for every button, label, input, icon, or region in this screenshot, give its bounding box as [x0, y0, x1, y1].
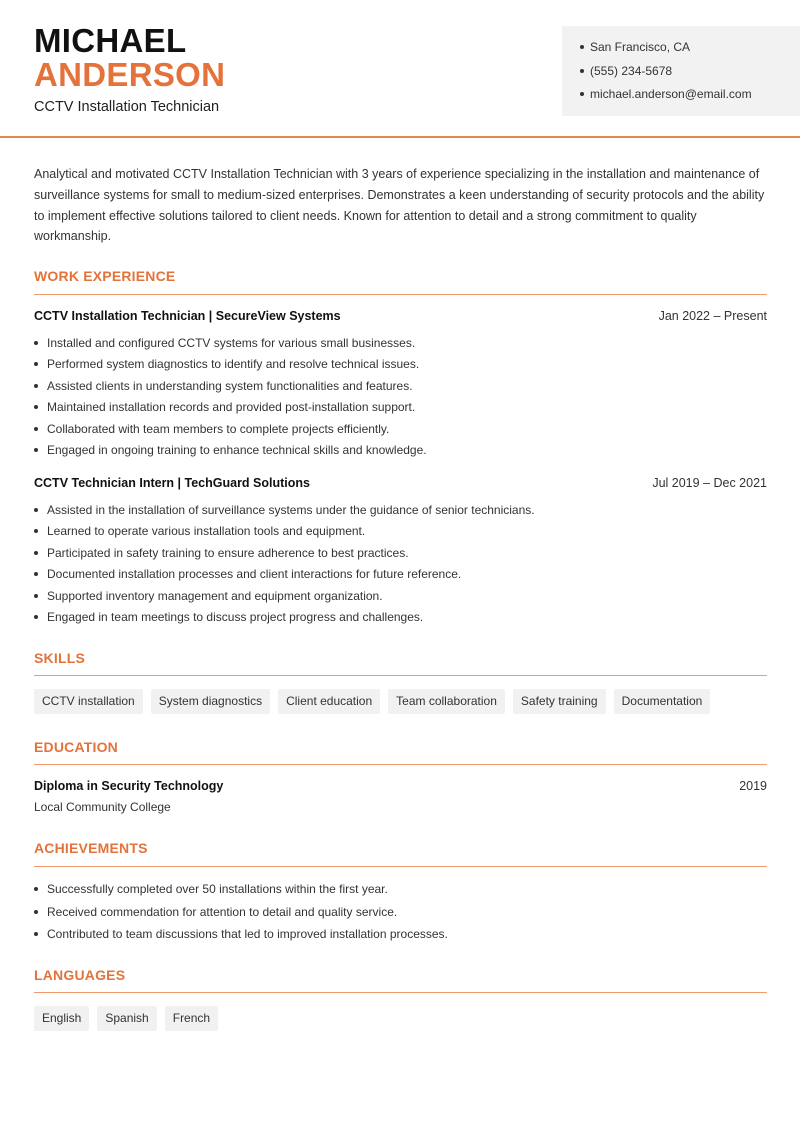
list-item: [34, 609, 767, 630]
job-header: [34, 476, 767, 490]
job-title: CCTV Installation Technician: [34, 99, 220, 115]
bullet-icon: [34, 551, 38, 555]
skill-tag: CCTV installation: [34, 689, 143, 714]
bullet-icon: [34, 384, 38, 388]
list-item: [34, 502, 767, 523]
skill-tag: System diagnostics: [151, 689, 270, 714]
contact-location-text: San Francisco, CA: [590, 40, 691, 54]
language-tag: English: [34, 1006, 89, 1031]
education-degree: Diploma in Security Technology: [34, 779, 224, 793]
contact-phone-text: (555) 234-5678: [590, 63, 673, 78]
bullet-icon: [34, 572, 38, 576]
bullet-icon: [34, 615, 38, 619]
section-divider: [34, 992, 767, 993]
job-role: CCTV Installation Technician | SecureView Systems: [34, 309, 341, 323]
list-item: [34, 881, 767, 904]
section-title-skills: SKILLS: [34, 650, 85, 666]
language-tag: French: [165, 1006, 218, 1031]
list-item-text: Engaged in ongoing training to enhance technical skills and knowledge.: [47, 442, 427, 457]
achievements-list: [34, 881, 767, 949]
bullet-icon: [34, 594, 38, 598]
list-item: [34, 545, 767, 566]
list-item: [34, 399, 767, 420]
list-item-text: Maintained installation records and provided post-installation support.: [47, 400, 416, 415]
bullet-icon: [34, 341, 38, 345]
list-item-text: Assisted in the installation of surveillance systems under the guidance of senior technicians.: [47, 503, 535, 517]
bullet-icon: [34, 910, 38, 914]
section-divider: [34, 675, 767, 676]
list-item-text: Successfully completed over 50 installations within the first year.: [47, 882, 388, 896]
first-name: MICHAEL: [34, 22, 187, 59]
list-item: [34, 523, 767, 544]
list-item-text: Installed and configured CCTV systems for various small businesses.: [47, 336, 416, 350]
contact-phone: [580, 63, 800, 87]
list-item: [34, 588, 767, 609]
contact-location: [580, 39, 800, 63]
list-item-text: Documented installation processes and client interactions for future reference.: [47, 567, 462, 582]
skill-tag: Client education: [278, 689, 380, 714]
bullet-icon: [34, 427, 38, 431]
list-item-text: Assisted clients in understanding system functionalities and features.: [47, 378, 413, 393]
list-item-text: Collaborated with team members to complete projects efficiently.: [47, 421, 390, 436]
education-year: 2019: [739, 779, 767, 793]
bullet-icon: [34, 932, 38, 936]
list-item: [34, 566, 767, 587]
job-header: [34, 309, 767, 323]
list-item: [34, 442, 767, 463]
bullet-icon: [34, 887, 38, 891]
skill-tag: Team collaboration: [388, 689, 505, 714]
list-item: [34, 421, 767, 442]
job-bullets: [34, 502, 767, 630]
skill-tag: Safety training: [513, 689, 606, 714]
list-item-text: Received commendation for attention to detail and quality service.: [47, 904, 398, 919]
list-item-text: Contributed to team discussions that led to improved installation processes.: [47, 927, 448, 941]
bullet-icon: [34, 529, 38, 533]
job-date: Jan 2022 – Present: [658, 309, 767, 323]
summary: Analytical and motivated CCTV Installation Technician with 3 years of experience specializing in the installation and maintenance of surveillance systems for small to medium-sized enterprises. Demonstrates a keen understanding of security protocols and the ability to implement effective solutions tailored to client needs. Known for attention to detail and a strong commitment to quality workmanship.: [34, 167, 765, 244]
list-item: [34, 926, 767, 949]
section-title-languages: LANGUAGES: [34, 967, 126, 983]
list-item-text: Supported inventory management and equipment organization.: [47, 588, 383, 603]
education-header: [34, 779, 767, 793]
section-title-education: EDUCATION: [34, 739, 118, 755]
section-divider: [34, 294, 767, 295]
education-school: Local Community College: [34, 800, 171, 814]
list-item: [34, 904, 767, 927]
language-tags: [34, 1006, 218, 1031]
section-title-achievements: ACHIEVEMENTS: [34, 840, 148, 856]
list-item-text: Learned to operate various installation tools and equipment.: [47, 524, 366, 539]
skill-tag: Documentation: [614, 689, 711, 714]
last-name: ANDERSON: [34, 56, 226, 93]
list-item: [34, 335, 767, 356]
skills-tags: [34, 689, 710, 714]
contact-email: [580, 86, 800, 110]
bullet-icon: [580, 45, 584, 49]
list-item: [34, 356, 767, 377]
job-bullets: [34, 335, 767, 463]
bullet-icon: [34, 448, 38, 452]
list-item-text: Participated in safety training to ensure adherence to best practices.: [47, 545, 409, 560]
contact-box: [562, 26, 800, 116]
bullet-icon: [580, 69, 584, 73]
section-divider: [34, 866, 767, 867]
contact-email-text: michael.anderson@email.com: [590, 87, 752, 101]
section-title-experience: WORK EXPERIENCE: [34, 268, 176, 284]
job-role: CCTV Technician Intern | TechGuard Solutions: [34, 476, 310, 490]
list-item: [34, 378, 767, 399]
resume-header: [0, 0, 800, 138]
bullet-icon: [34, 508, 38, 512]
bullet-icon: [34, 405, 38, 409]
section-divider: [34, 764, 767, 765]
bullet-icon: [34, 362, 38, 366]
list-item-text: Performed system diagnostics to identify and resolve technical issues.: [47, 357, 420, 372]
list-item-text: Engaged in team meetings to discuss project progress and challenges.: [47, 609, 424, 624]
bullet-icon: [580, 92, 584, 96]
job-date: Jul 2019 – Dec 2021: [652, 476, 767, 490]
language-tag: Spanish: [97, 1006, 156, 1031]
